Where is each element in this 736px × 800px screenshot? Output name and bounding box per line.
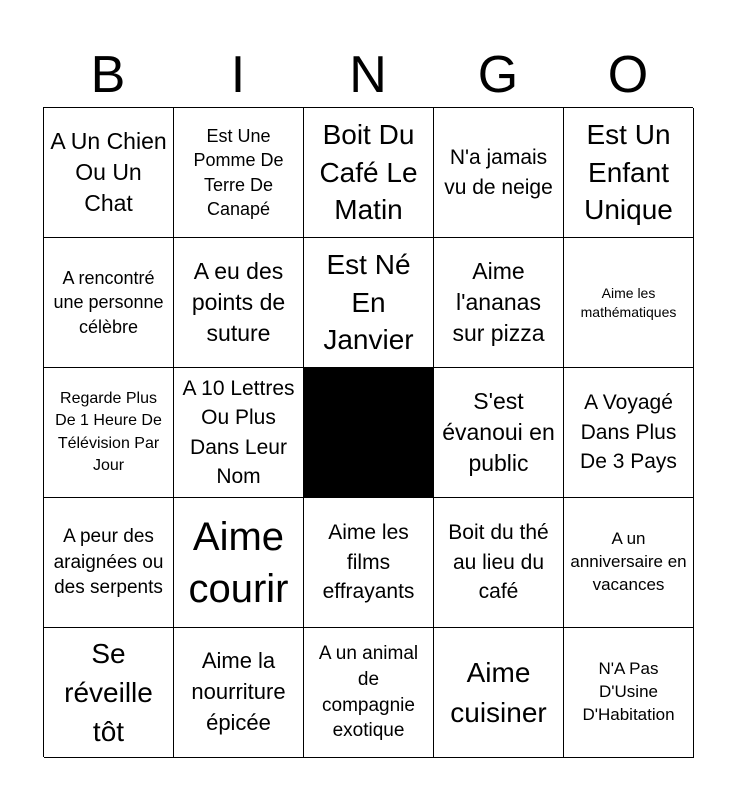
cell-text: Boit du thé au lieu du café	[448, 521, 549, 604]
cell-text: A peur des araignées ou des serpents	[53, 526, 164, 599]
bingo-cell[interactable]	[44, 628, 174, 758]
bingo-cell[interactable]	[434, 628, 564, 758]
cell-text: S'est évanoui en public	[442, 387, 555, 477]
cell-text: Est Né En Janvier	[323, 248, 414, 356]
cell-text: A Voyagé Dans Plus De 3 Pays	[580, 391, 677, 474]
cell-text: Se réveille tôt	[64, 637, 153, 748]
bingo-cell[interactable]	[304, 238, 434, 368]
cell-text: A eu des points de suture	[191, 257, 286, 347]
bingo-cell[interactable]	[44, 368, 174, 498]
cell-text: Aime l'ananas sur pizza	[452, 257, 545, 347]
cell-text: Aime les mathématiques	[580, 284, 677, 320]
cell-text: A rencontré une personne célèbre	[53, 268, 164, 337]
cell-text: Aime la nourriture épicée	[191, 648, 286, 735]
bingo-header	[43, 44, 693, 106]
bingo-cell[interactable]	[434, 108, 564, 238]
bingo-cell[interactable]	[564, 628, 694, 758]
bingo-cell[interactable]	[174, 108, 304, 238]
header-letter-g: G	[477, 46, 519, 104]
bingo-cell[interactable]	[44, 498, 174, 628]
bingo-cell[interactable]	[434, 368, 564, 498]
bingo-cell[interactable]	[174, 628, 304, 758]
bingo-cell[interactable]	[564, 108, 694, 238]
cell-text: N'a jamais vu de neige	[444, 146, 553, 199]
bingo-cell[interactable]	[174, 498, 304, 628]
header-letter-o: O	[607, 46, 649, 104]
bingo-cell[interactable]	[434, 498, 564, 628]
bingo-cell[interactable]	[44, 108, 174, 238]
cell-text: Regarde Plus De 1 Heure De Télévision Par Jour	[55, 389, 162, 474]
cell-text: Aime cuisiner	[450, 657, 547, 728]
bingo-cell[interactable]	[174, 368, 304, 498]
bingo-cell[interactable]	[564, 368, 694, 498]
header-letter-n: N	[349, 46, 387, 104]
free-space[interactable]	[304, 368, 434, 498]
bingo-cell[interactable]	[434, 238, 564, 368]
cell-text: Aime courir	[188, 514, 289, 611]
cell-text: Aime les films effrayants	[322, 521, 415, 604]
bingo-cell[interactable]	[304, 108, 434, 238]
bingo-board	[43, 107, 693, 757]
cell-text: A un animal de compagnie exotique	[318, 643, 419, 742]
header-letter-i: I	[230, 46, 246, 104]
cell-text: Est Une Pomme De Terre De Canapé	[193, 125, 284, 219]
cell-text: A Un Chien Ou Un Chat	[50, 127, 167, 217]
bingo-cell[interactable]	[304, 628, 434, 758]
cell-text: Boit Du Café Le Matin	[319, 118, 418, 226]
bingo-cell[interactable]	[564, 238, 694, 368]
cell-text: Est Un Enfant Unique	[584, 118, 673, 226]
cell-text: A un anniversaire en vacances	[570, 529, 687, 594]
cell-text: N'A Pas D'Usine D'Habitation	[582, 659, 675, 724]
cell-text: A 10 Lettres Ou Plus Dans Leur Nom	[182, 376, 295, 488]
header-letter-b: B	[90, 46, 126, 104]
bingo-cell[interactable]	[44, 238, 174, 368]
bingo-cell[interactable]	[304, 498, 434, 628]
bingo-cell[interactable]	[564, 498, 694, 628]
bingo-cell[interactable]	[174, 238, 304, 368]
